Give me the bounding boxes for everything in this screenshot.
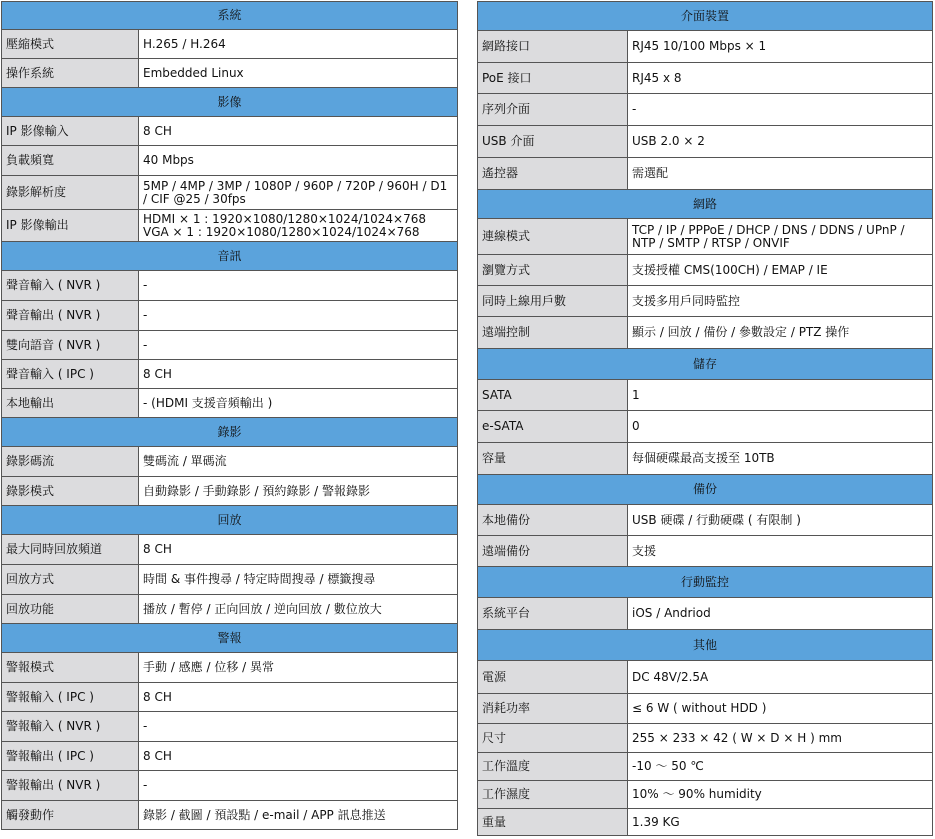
spec-value: H.265 / H.264 xyxy=(139,30,458,59)
spec-value: - xyxy=(139,771,458,801)
section-header-row xyxy=(478,2,933,31)
spec-label: 壓縮模式 xyxy=(2,30,139,59)
spec-row xyxy=(2,742,458,771)
spec-label: 警報輸入 ( NVR ) xyxy=(2,712,139,742)
section-title: 回放 xyxy=(2,506,458,535)
section-header-row xyxy=(2,624,458,653)
section-header-row xyxy=(2,506,458,535)
spec-value: 每個硬碟最高支援至 10TB xyxy=(628,443,933,475)
section-title: 網路 xyxy=(478,190,933,219)
spec-value: 1.39 KG xyxy=(628,809,933,836)
spec-row xyxy=(478,809,933,836)
section-header-row xyxy=(2,242,458,271)
spec-label: 瀏覽方式 xyxy=(478,255,628,286)
spec-value: 支援多用戶同時監控 xyxy=(628,286,933,317)
spec-row xyxy=(478,31,933,63)
spec-label: 錄影碼流 xyxy=(2,447,139,477)
spec-row xyxy=(2,653,458,683)
section-header-row xyxy=(478,630,933,661)
spec-table-right xyxy=(477,1,933,836)
spec-label: 本地備份 xyxy=(478,505,628,536)
spec-row xyxy=(2,595,458,624)
spec-row xyxy=(2,712,458,742)
spec-table-left xyxy=(1,1,458,830)
spec-value: USB 硬碟 / 行動硬碟 ( 有限制 ) xyxy=(628,505,933,536)
spec-row xyxy=(478,505,933,536)
section-title: 行動監控 xyxy=(478,567,933,598)
spec-row xyxy=(2,30,458,59)
spec-value: - (HDMI 支援音頻輸出 ) xyxy=(139,389,458,418)
spec-value: 錄影 / 截圖 / 預設點 / e-mail / APP 訊息推送 xyxy=(139,801,458,830)
section-header-row xyxy=(2,2,458,30)
section-header-row xyxy=(2,88,458,117)
spec-value: 顯示 / 回放 / 備份 / 參數設定 / PTZ 操作 xyxy=(628,317,933,349)
spec-row xyxy=(478,317,933,349)
spec-row xyxy=(2,683,458,712)
spec-label: 回放功能 xyxy=(2,595,139,624)
spec-value: 時間 & 事件搜尋 / 特定時間搜尋 / 標籤搜尋 xyxy=(139,565,458,595)
spec-label: PoE 接口 xyxy=(478,63,628,94)
spec-value: 8 CH xyxy=(139,535,458,565)
spec-value: iOS / Andriod xyxy=(628,598,933,630)
spec-value: - xyxy=(139,271,458,301)
spec-row xyxy=(478,411,933,443)
spec-row xyxy=(2,210,458,242)
spec-row xyxy=(478,753,933,781)
spec-row xyxy=(478,536,933,567)
section-title: 影像 xyxy=(2,88,458,117)
spec-value: 自動錄影 / 手動錄影 / 預約錄影 / 警報錄影 xyxy=(139,477,458,506)
spec-row xyxy=(2,331,458,360)
spec-value: 8 CH xyxy=(139,742,458,771)
section-title: 其他 xyxy=(478,630,933,661)
spec-row xyxy=(478,158,933,190)
section-title: 系統 xyxy=(2,2,458,30)
section-header-row xyxy=(2,418,458,447)
spec-label: 錄影模式 xyxy=(2,477,139,506)
section-title: 介面裝置 xyxy=(478,2,933,31)
spec-value: TCP / IP / PPPoE / DHCP / DNS / DDNS / UPnP / NTP / SMTP / RTSP / ONVIF xyxy=(628,219,933,255)
spec-label: IP 影像輸入 xyxy=(2,117,139,146)
spec-row xyxy=(478,443,933,475)
spec-label: 連線模式 xyxy=(478,219,628,255)
section-header-row xyxy=(478,190,933,219)
spec-row xyxy=(2,389,458,418)
spec-value: - xyxy=(139,712,458,742)
spec-value: 5MP / 4MP / 3MP / 1080P / 960P / 720P / 960H / D1 / CIF @25 / 30fps xyxy=(139,176,458,210)
spec-value: 支援授權 CMS(100CH) / EMAP / IE xyxy=(628,255,933,286)
spec-label: 警報模式 xyxy=(2,653,139,683)
spec-row xyxy=(2,565,458,595)
spec-row xyxy=(2,146,458,176)
spec-value: 40 Mbps xyxy=(139,146,458,176)
spec-label: 消耗功率 xyxy=(478,694,628,724)
spec-row xyxy=(478,63,933,94)
spec-label: IP 影像輸出 xyxy=(2,210,139,242)
spec-row xyxy=(2,271,458,301)
spec-label: 電源 xyxy=(478,661,628,694)
spec-row xyxy=(478,126,933,158)
spec-row xyxy=(2,535,458,565)
section-header-row xyxy=(478,567,933,598)
section-header-row xyxy=(478,349,933,380)
spec-value: -10 ～ 50 ℃ xyxy=(628,753,933,781)
spec-label: 最大同時回放頻道 xyxy=(2,535,139,565)
spec-label: 觸發動作 xyxy=(2,801,139,830)
spec-row xyxy=(478,380,933,411)
spec-row xyxy=(2,360,458,389)
spec-value: 播放 / 暫停 / 正向回放 / 逆向回放 / 數位放大 xyxy=(139,595,458,624)
spec-row xyxy=(478,219,933,255)
spec-label: 回放方式 xyxy=(2,565,139,595)
spec-value: - xyxy=(139,301,458,331)
spec-row xyxy=(2,801,458,830)
spec-label: 工作濕度 xyxy=(478,781,628,809)
spec-value: 雙碼流 / 單碼流 xyxy=(139,447,458,477)
spec-label: 重量 xyxy=(478,809,628,836)
spec-value: 手動 / 感應 / 位移 / 異常 xyxy=(139,653,458,683)
spec-row xyxy=(478,286,933,317)
spec-row xyxy=(478,781,933,809)
section-title: 儲存 xyxy=(478,349,933,380)
spec-label: 聲音輸入 ( NVR ) xyxy=(2,271,139,301)
spec-value: Embedded Linux xyxy=(139,59,458,88)
spec-label: 錄影解析度 xyxy=(2,176,139,210)
spec-label: USB 介面 xyxy=(478,126,628,158)
spec-row xyxy=(2,59,458,88)
spec-label: 工作溫度 xyxy=(478,753,628,781)
spec-label: 雙向語音 ( NVR ) xyxy=(2,331,139,360)
spec-label: 聲音輸出 ( NVR ) xyxy=(2,301,139,331)
spec-value: 0 xyxy=(628,411,933,443)
section-title: 音訊 xyxy=(2,242,458,271)
spec-value: 8 CH xyxy=(139,360,458,389)
spec-value: 8 CH xyxy=(139,117,458,146)
spec-label: 序列介面 xyxy=(478,94,628,126)
spec-row xyxy=(2,477,458,506)
spec-label: 警報輸入 ( IPC ) xyxy=(2,683,139,712)
spec-value: DC 48V/2.5A xyxy=(628,661,933,694)
spec-value: 需選配 xyxy=(628,158,933,190)
spec-label: 遠端備份 xyxy=(478,536,628,567)
spec-label: 聲音輸入 ( IPC ) xyxy=(2,360,139,389)
spec-label: 網路接口 xyxy=(478,31,628,63)
spec-label: 尺寸 xyxy=(478,724,628,753)
spec-label: 警報輸出 ( IPC ) xyxy=(2,742,139,771)
spec-row xyxy=(478,94,933,126)
spec-value: - xyxy=(628,94,933,126)
spec-label: 遠端控制 xyxy=(478,317,628,349)
spec-row xyxy=(478,694,933,724)
spec-value: HDMI × 1 : 1920×1080/1280×1024/1024×768 VGA × 1 : 1920×1080/1280×1024/1024×768 xyxy=(139,210,458,242)
spec-row xyxy=(2,447,458,477)
spec-value: RJ45 x 8 xyxy=(628,63,933,94)
section-title: 錄影 xyxy=(2,418,458,447)
spec-value: 8 CH xyxy=(139,683,458,712)
spec-row xyxy=(478,255,933,286)
spec-row xyxy=(478,661,933,694)
spec-row xyxy=(478,724,933,753)
spec-label: 操作系統 xyxy=(2,59,139,88)
spec-label: 同時上線用戶數 xyxy=(478,286,628,317)
spec-value: 10% ～ 90% humidity xyxy=(628,781,933,809)
spec-row xyxy=(478,598,933,630)
spec-row xyxy=(2,301,458,331)
spec-value: 支援 xyxy=(628,536,933,567)
spec-value: ≤ 6 W ( without HDD ) xyxy=(628,694,933,724)
section-title: 備份 xyxy=(478,475,933,505)
spec-label: 警報輸出 ( NVR ) xyxy=(2,771,139,801)
section-header-row xyxy=(478,475,933,505)
spec-label: SATA xyxy=(478,380,628,411)
spec-value: USB 2.0 × 2 xyxy=(628,126,933,158)
spec-label: 遙控器 xyxy=(478,158,628,190)
spec-value: RJ45 10/100 Mbps × 1 xyxy=(628,31,933,63)
spec-label: 容量 xyxy=(478,443,628,475)
spec-label: 負載頻寬 xyxy=(2,146,139,176)
spec-row xyxy=(2,176,458,210)
spec-value: 1 xyxy=(628,380,933,411)
section-title: 警報 xyxy=(2,624,458,653)
spec-value: 255 × 233 × 42 ( W × D × H ) mm xyxy=(628,724,933,753)
spec-row xyxy=(2,117,458,146)
spec-row xyxy=(2,771,458,801)
spec-label: 本地輸出 xyxy=(2,389,139,418)
spec-value: - xyxy=(139,331,458,360)
spec-label: 系統平台 xyxy=(478,598,628,630)
spec-label: e-SATA xyxy=(478,411,628,443)
